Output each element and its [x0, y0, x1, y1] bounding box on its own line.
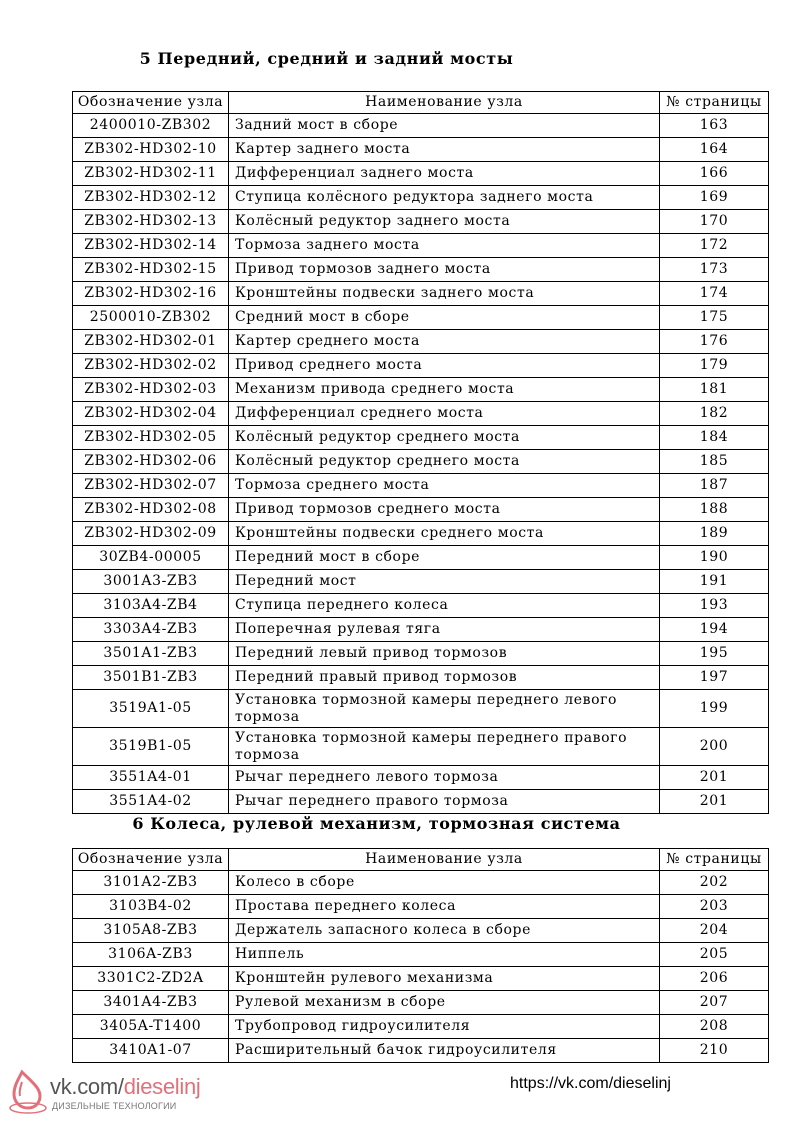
table-row [73, 522, 769, 546]
row-code: 2400010-ZB302 [73, 114, 229, 138]
row-code: 3551A4-02 [73, 790, 229, 814]
row-name: Механизм привода среднего моста [229, 378, 660, 402]
row-code: ZB302-HD302-16 [73, 282, 229, 306]
table-row [73, 330, 769, 354]
row-page: 172 [660, 234, 769, 258]
row-code: ZB302-HD302-12 [73, 186, 229, 210]
row-code: 3303A4-ZB3 [73, 618, 229, 642]
row-code: 3501B1-ZB3 [73, 666, 229, 690]
row-page: 184 [660, 426, 769, 450]
row-name: Картер заднего моста [229, 138, 660, 162]
table-row [73, 967, 769, 991]
table-row [73, 728, 769, 766]
row-name: Задний мост в сборе [229, 114, 660, 138]
table-row [73, 258, 769, 282]
row-code: 3103A4-ZB4 [73, 594, 229, 618]
row-name: Привод тормозов заднего моста [229, 258, 660, 282]
row-code: 3105A8-ZB3 [73, 919, 229, 943]
row-name: Передний мост [229, 570, 660, 594]
table-header-row [73, 849, 769, 871]
row-name: Проставa переднего колеса [229, 895, 660, 919]
row-name: Колёсный редуктор заднего моста [229, 210, 660, 234]
row-name: Тормоза среднего моста [229, 474, 660, 498]
row-name: Расширительный бачок гидроусилителя [229, 1039, 660, 1063]
row-page: 176 [660, 330, 769, 354]
table-row [73, 354, 769, 378]
row-page: 173 [660, 258, 769, 282]
row-page: 197 [660, 666, 769, 690]
table-header-row [73, 92, 769, 114]
row-code: 30ZB4-00005 [73, 546, 229, 570]
section-6-rows [73, 871, 769, 1063]
table-row [73, 666, 769, 690]
row-code: 3551A4-01 [73, 766, 229, 790]
row-code: 3519A1-05 [73, 690, 229, 728]
row-code: ZB302-HD302-05 [73, 426, 229, 450]
row-page: 210 [660, 1039, 769, 1063]
row-code: 3301C2-ZD2A [73, 967, 229, 991]
row-page: 191 [660, 570, 769, 594]
table-row [73, 138, 769, 162]
table-row [73, 186, 769, 210]
row-page: 205 [660, 943, 769, 967]
row-code: 3101A2-ZB3 [73, 871, 229, 895]
column-header-page: № страницы [660, 92, 769, 114]
row-name: Ниппель [229, 943, 660, 967]
row-page: 166 [660, 162, 769, 186]
row-page: 189 [660, 522, 769, 546]
row-page: 203 [660, 895, 769, 919]
row-code: ZB302-HD302-01 [73, 330, 229, 354]
row-name: Передний левый привод тормозов [229, 642, 660, 666]
table-row [73, 234, 769, 258]
table-row [73, 570, 769, 594]
logo-text: vk.com/dieselinj [50, 1074, 201, 1099]
row-name: Поперечная рулевая тяга [229, 618, 660, 642]
section-6-title: 6 Колеса, рулевой механизм, тормозная система [132, 814, 621, 833]
row-code: ZB302-HD302-15 [73, 258, 229, 282]
row-page: 187 [660, 474, 769, 498]
column-header-code: Обозначение узла [73, 92, 229, 114]
row-code: ZB302-HD302-13 [73, 210, 229, 234]
row-page: 195 [660, 642, 769, 666]
row-page: 185 [660, 450, 769, 474]
row-code: ZB302-HD302-02 [73, 354, 229, 378]
row-name: Передний правый привод тормозов [229, 666, 660, 690]
table-row [73, 642, 769, 666]
table-row [73, 306, 769, 330]
table-row [73, 790, 769, 814]
row-name: Дифференциал заднего моста [229, 162, 660, 186]
row-name: Кронштейны подвески заднего моста [229, 282, 660, 306]
row-code: ZB302-HD302-04 [73, 402, 229, 426]
section-5-title: 5 Передний, средний и задний мосты [139, 49, 514, 68]
row-code: ZB302-HD302-14 [73, 234, 229, 258]
row-name: Колёсный редуктор среднего моста [229, 426, 660, 450]
row-name: Ступица колёсного редуктора заднего моста [229, 186, 660, 210]
row-code: 3103B4-02 [73, 895, 229, 919]
row-code: ZB302-HD302-08 [73, 498, 229, 522]
row-page: 182 [660, 402, 769, 426]
row-name: Привод среднего моста [229, 354, 660, 378]
section-5-table [72, 91, 769, 814]
row-name: Средний мост в сборе [229, 306, 660, 330]
row-code: 3410A1-07 [73, 1039, 229, 1063]
row-code: 3501A1-ZB3 [73, 642, 229, 666]
table-row [73, 1039, 769, 1063]
row-name: Тормоза заднего моста [229, 234, 660, 258]
table-row [73, 114, 769, 138]
table-row [73, 498, 769, 522]
row-name: Рычаг переднего левого тормоза [229, 766, 660, 790]
table-row [73, 895, 769, 919]
row-code: ZB302-HD302-07 [73, 474, 229, 498]
row-page: 208 [660, 1015, 769, 1039]
row-page: 170 [660, 210, 769, 234]
row-code: 2500010-ZB302 [73, 306, 229, 330]
row-name: Рулевой механизм в сборе [229, 991, 660, 1015]
column-header-page: № страницы [660, 849, 769, 871]
table-row [73, 450, 769, 474]
table-row [73, 690, 769, 728]
row-code: 3519B1-05 [73, 728, 229, 766]
column-header-name: Наименование узла [229, 92, 660, 114]
column-header-code: Обозначение узла [73, 849, 229, 871]
table-row [73, 402, 769, 426]
table-row [73, 282, 769, 306]
table-row [73, 1015, 769, 1039]
row-code: 3405A-T1400 [73, 1015, 229, 1039]
row-page: 188 [660, 498, 769, 522]
row-code: 3401A4-ZB3 [73, 991, 229, 1015]
row-page: 204 [660, 919, 769, 943]
row-code: ZB302-HD302-06 [73, 450, 229, 474]
diesel-drop-icon [8, 1068, 52, 1116]
row-code: ZB302-HD302-11 [73, 162, 229, 186]
row-code: 3001A3-ZB3 [73, 570, 229, 594]
row-page: 190 [660, 546, 769, 570]
logo-subtitle: ДИЗЕЛЬНЫЕ ТЕХНОЛОГИИ [52, 1101, 177, 1111]
table-row [73, 378, 769, 402]
row-name: Дифференциал среднего моста [229, 402, 660, 426]
table-row [73, 426, 769, 450]
table-row [73, 474, 769, 498]
row-name: Привод тормозов среднего моста [229, 498, 660, 522]
table-row [73, 991, 769, 1015]
row-name: Установка тормозной камеры переднего правого тормоза [229, 728, 660, 766]
table-row [73, 162, 769, 186]
table-row [73, 210, 769, 234]
row-code: ZB302-HD302-09 [73, 522, 229, 546]
section-6-table [72, 848, 769, 1063]
row-name: Передний мост в сборе [229, 546, 660, 570]
row-page: 181 [660, 378, 769, 402]
row-page: 164 [660, 138, 769, 162]
table-row [73, 546, 769, 570]
row-page: 174 [660, 282, 769, 306]
row-page: 175 [660, 306, 769, 330]
row-page: 201 [660, 790, 769, 814]
row-page: 179 [660, 354, 769, 378]
row-name: Ступица переднего колеса [229, 594, 660, 618]
row-name: Колёсный редуктор среднего моста [229, 450, 660, 474]
row-page: 199 [660, 690, 769, 728]
table-row [73, 594, 769, 618]
footer-url-link[interactable]: https://vk.com/dieselinj [510, 1075, 671, 1092]
row-page: 206 [660, 967, 769, 991]
row-name: Картер среднего моста [229, 330, 660, 354]
section-5-rows [73, 114, 769, 814]
row-name: Колесо в сборе [229, 871, 660, 895]
column-header-name: Наименование узла [229, 849, 660, 871]
row-page: 207 [660, 991, 769, 1015]
row-page: 169 [660, 186, 769, 210]
row-name: Держатель запасного колеса в сборе [229, 919, 660, 943]
row-page: 200 [660, 728, 769, 766]
row-name: Установка тормозной камеры переднего левого тормоза [229, 690, 660, 728]
row-page: 194 [660, 618, 769, 642]
row-name: Кронштейн рулевого механизма [229, 967, 660, 991]
row-page: 193 [660, 594, 769, 618]
row-code: 3106A-ZB3 [73, 943, 229, 967]
row-code: ZB302-HD302-03 [73, 378, 229, 402]
table-row [73, 766, 769, 790]
row-page: 163 [660, 114, 769, 138]
table-row [73, 618, 769, 642]
row-page: 202 [660, 871, 769, 895]
table-row [73, 871, 769, 895]
row-name: Трубопровод гидроусилителя [229, 1015, 660, 1039]
vk-logo[interactable] [8, 1068, 208, 1118]
table-row [73, 919, 769, 943]
row-code: ZB302-HD302-10 [73, 138, 229, 162]
table-row [73, 943, 769, 967]
row-name: Рычаг переднего правого тормоза [229, 790, 660, 814]
row-page: 201 [660, 766, 769, 790]
row-name: Кронштейны подвески среднего моста [229, 522, 660, 546]
